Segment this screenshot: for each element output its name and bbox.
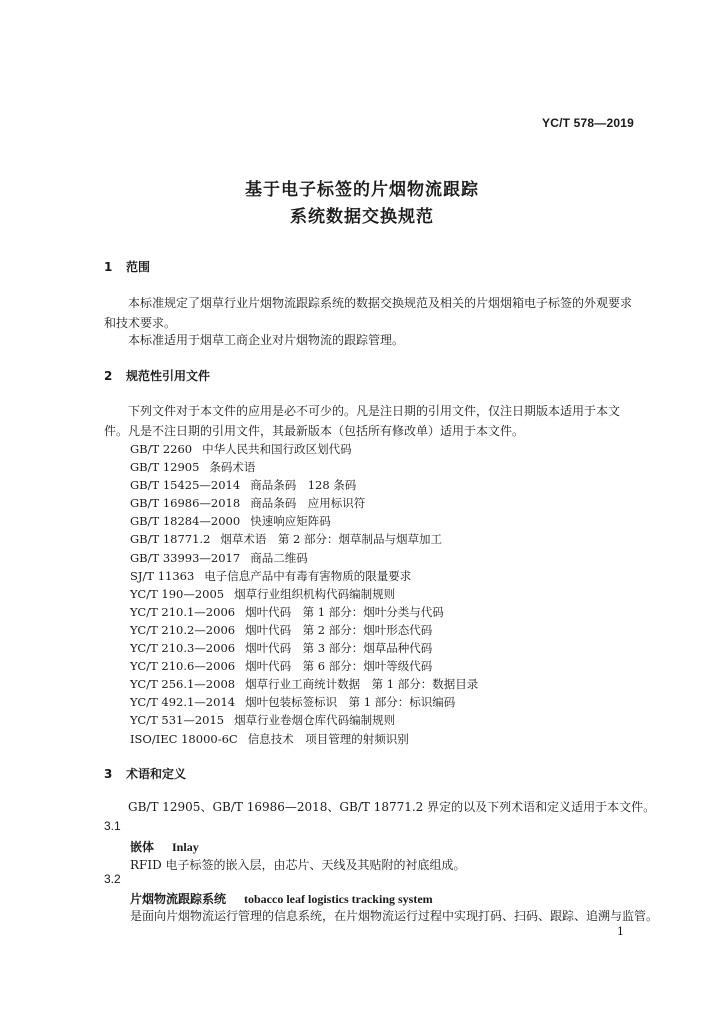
reference-code: GB/T 33993—2017 <box>130 550 241 565</box>
normative-references-list <box>130 440 478 748</box>
section-2-intro <box>104 401 634 441</box>
reference-code: YC/T 531—2015 <box>130 713 225 728</box>
reference-code: YC/T 492.1—2014 <box>130 695 236 710</box>
section-1-para-2-text: 本标准适用于烟草工商企业对片烟物流的跟踪管理。 <box>128 333 405 347</box>
reference-item <box>130 639 478 657</box>
reference-title: 中华人民共和国行政区划代码 <box>202 442 352 456</box>
reference-item <box>130 494 478 512</box>
reference-item <box>130 711 478 729</box>
section-3-number: 3 <box>104 767 113 781</box>
reference-title: 商品二维码 <box>250 550 308 565</box>
reference-title: 烟叶代码 第 6 部分：烟叶等级代码 <box>245 659 433 674</box>
standard-number: YC/T 578—2019 <box>542 116 634 130</box>
reference-item <box>130 440 478 458</box>
reference-code: YC/T 210.3—2006 <box>130 641 236 656</box>
reference-item <box>130 657 478 675</box>
reference-item <box>130 693 478 711</box>
reference-title: 烟叶代码 第 1 部分：烟叶分类与代码 <box>245 604 444 619</box>
reference-title: 烟草行业卷烟仓库代码编制规则 <box>234 713 396 728</box>
reference-item <box>130 621 478 639</box>
reference-code: GB/T 2260 <box>130 442 193 456</box>
reference-title: 商品条码 128 条码 <box>250 478 357 493</box>
section-3-intro-text: GB/T 12905、GB/T 16986—2018、GB/T 18771.2 界定的以及下列术语和定义适用于本文件。 <box>128 800 656 814</box>
reference-title: 快速响应矩阵码 <box>250 514 331 529</box>
reference-item <box>130 675 478 693</box>
term-3-2-en: tobacco leaf logistics tracking system <box>244 892 433 906</box>
term-3-1-definition: RFID 电子标签的嵌入层，由芯片、天线及其贴附的衬底组成。 <box>130 858 466 872</box>
section-1-title: 范围 <box>126 260 151 274</box>
section-3-heading <box>104 765 186 782</box>
reference-code: YC/T 210.2—2006 <box>130 622 236 637</box>
section-2-intro-text: 下列文件对于本文件的应用是必不可少的。凡是注日期的引用文件，仅注日期版本适用于本文件。凡是不注日期的引用文件，其最新版本（包括所有修改单）适用于本文件。 <box>104 404 621 438</box>
reference-title: 烟草行业工商统计数据 第 1 部分：数据目录 <box>245 677 479 692</box>
term-3-1-cn: 嵌体 <box>130 840 155 854</box>
reference-code: GB/T 18771.2 <box>130 532 211 547</box>
section-1-para-1-text: 本标准规定了烟草行业片烟物流跟踪系统的数据交换规范及相关的片烟烟箱电子标签的外观要求和技术要求。 <box>104 296 633 330</box>
reference-code: GB/T 12905 <box>130 460 200 475</box>
reference-item <box>130 512 478 530</box>
reference-code: GB/T 16986—2018 <box>130 496 241 511</box>
document-title-line2: 系统数据交换规范 <box>290 207 434 227</box>
reference-item <box>130 585 478 603</box>
reference-item <box>130 458 478 476</box>
reference-title: 电子信息产品中有毒有害物质的限量要求 <box>204 568 412 583</box>
section-2-heading <box>104 367 210 384</box>
reference-item <box>130 603 478 621</box>
section-3-title: 术语和定义 <box>126 767 187 781</box>
term-3-2-number: 3.2 <box>104 872 121 886</box>
reference-title: 条码术语 <box>209 460 256 475</box>
section-2-title: 规范性引用文件 <box>126 369 211 383</box>
reference-item <box>130 549 478 567</box>
reference-title: 烟叶代码 第 3 部分：烟草品种代码 <box>245 641 433 656</box>
section-1-number: 1 <box>104 260 113 274</box>
term-3-1-number: 3.1 <box>104 819 121 833</box>
reference-code: YC/T 210.1—2006 <box>130 604 236 619</box>
reference-title: 烟草行业组织机构代码编制规则 <box>234 586 396 601</box>
reference-item <box>130 530 478 548</box>
reference-title: 烟草术语 第 2 部分：烟草制品与烟草加工 <box>220 532 443 547</box>
reference-title: 信息技术 项目管理的射频识别 <box>247 731 409 746</box>
reference-code: YC/T 256.1—2008 <box>130 677 236 692</box>
reference-title: 烟叶包装标签标识 第 1 部分：标识编码 <box>245 695 456 710</box>
section-3-intro <box>104 797 656 817</box>
reference-title: 商品条码 应用标识符 <box>250 496 366 511</box>
reference-code: SJ/T 11363 <box>130 568 195 583</box>
document-title-line1: 基于电子标签的片烟物流跟踪 <box>245 180 479 200</box>
reference-title: 烟叶代码 第 2 部分：烟叶形态代码 <box>245 622 433 637</box>
term-3-1-en: Inlay <box>172 840 199 854</box>
section-1-heading <box>104 258 150 275</box>
section-1-para-1 <box>104 293 634 333</box>
reference-item <box>130 730 478 748</box>
term-3-1 <box>130 838 199 855</box>
reference-code: GB/T 18284—2000 <box>130 514 241 529</box>
reference-code: YC/T 210.6—2006 <box>130 659 236 674</box>
reference-code: ISO/IEC 18000-6C <box>130 731 238 746</box>
section-1-para-2 <box>104 330 634 350</box>
reference-item <box>130 567 478 585</box>
page-number: 1 <box>617 925 624 938</box>
reference-item <box>130 476 478 494</box>
term-3-2 <box>130 890 433 907</box>
section-2-number: 2 <box>104 369 113 383</box>
term-3-2-cn: 片烟物流跟踪系统 <box>130 892 227 906</box>
term-3-2-definition: 是面向片烟物流运行管理的信息系统，在片烟物流运行过程中实现打码、扫码、跟踪、追溯与监管。 <box>130 909 659 923</box>
reference-code: GB/T 15425—2014 <box>130 478 241 493</box>
reference-code: YC/T 190—2005 <box>130 586 225 601</box>
